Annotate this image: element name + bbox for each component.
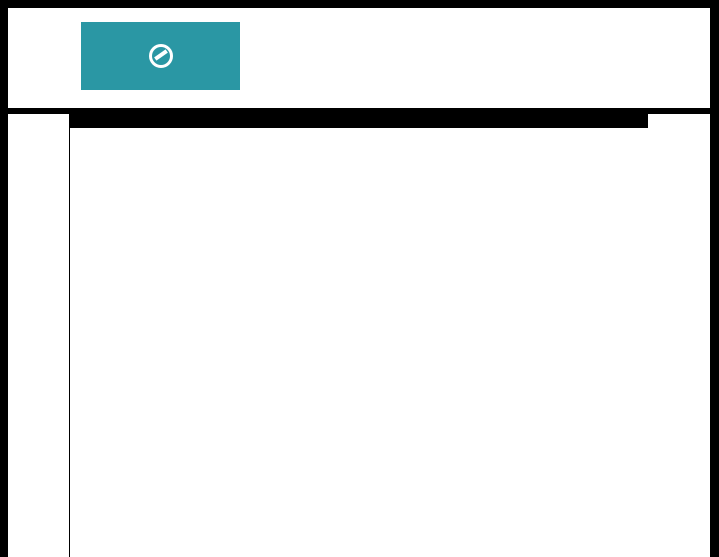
column-header-us-wms bbox=[305, 114, 419, 128]
column-header-euro bbox=[70, 114, 190, 128]
column-header-mondo bbox=[534, 114, 648, 128]
sizing-table bbox=[8, 114, 710, 557]
column-header-uk bbox=[419, 114, 534, 128]
column-header-us-mns bbox=[190, 114, 305, 128]
scarpa-logo-icon bbox=[149, 44, 173, 68]
header bbox=[8, 8, 710, 108]
scarpa-logo bbox=[81, 22, 240, 90]
table-left-border bbox=[69, 114, 70, 557]
